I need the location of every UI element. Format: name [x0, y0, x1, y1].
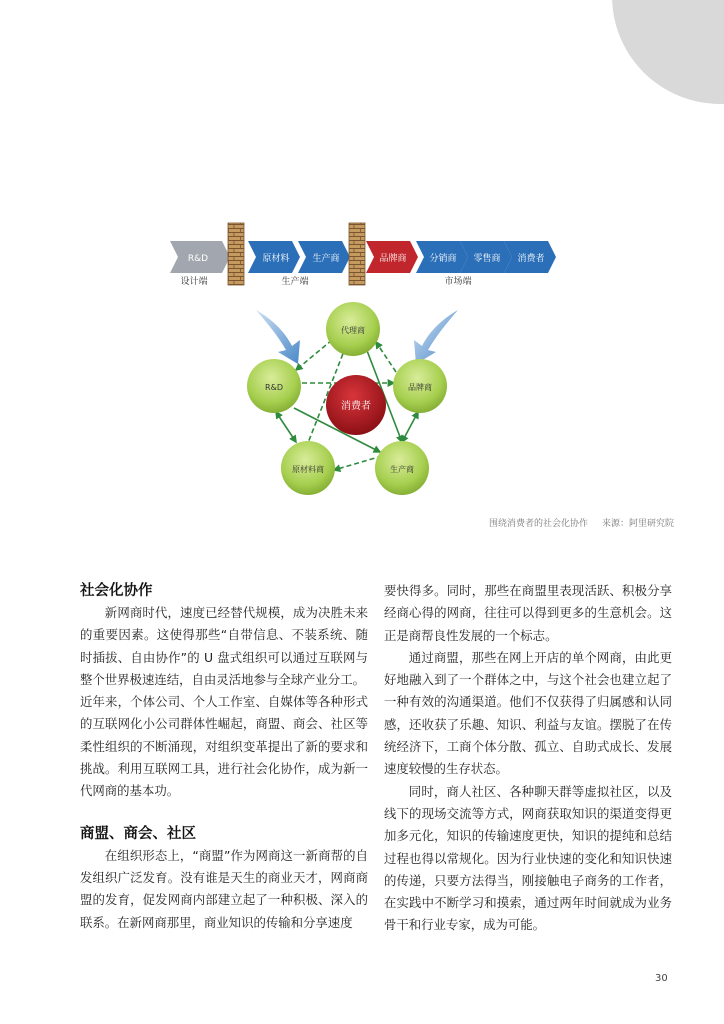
heading-social-collaboration: 社会化协作	[80, 583, 153, 599]
stage-label-distributor: 分销商	[429, 254, 457, 264]
group-label-production: 生产端	[281, 277, 309, 287]
stage-label-material: 原材料	[262, 254, 290, 264]
paragraph: 同时，商人社区、各种聊天群等虚拟社区，以及线下的现场交流等方式，网商获取知识的渠道变得更加多元化，知识的传输速度更快，知识的提纯和总结过程也得以常规化。因为行业快速的变化和知识快速的传递，只要方法得当，刚接触电子商务的工作者，在实践中不断学习和摸索，通过两年时间就成为业务骨干和行业专家，成为可能。	[384, 783, 672, 933]
group-label-market: 市场端	[444, 277, 472, 287]
edge-producer-material	[334, 456, 382, 470]
figure-caption	[420, 516, 674, 529]
node-producer-label: 生产商	[390, 465, 414, 474]
column-left	[80, 580, 368, 934]
paragraph: 在组织形态上，“商盟”作为网商这一新商帮的自发组织广泛发育。没有谁是天生的商业天才，网商商盟的发育，促发网商内部建立起了一种积极、深入的联系。在新网商那里，商业知识的传输和分享速度	[80, 847, 368, 930]
edge-producer-brand	[402, 412, 418, 442]
stage-label-retailer: 零售商	[473, 254, 501, 264]
paragraph: 通过商盟，那些在网上开店的单个网商，由此更好地融入到了一个群体之中，与这个社会也建立起了一种有效的沟通渠道。他们不仅获得了归属感和认同感，还收获了乐趣、知识、利益与友谊。摆脱了在传统经济下，工商个体分散、孤立、自助式成长、发展速度较慢的生存状态。	[384, 649, 672, 777]
column-right	[384, 580, 672, 937]
center-consumer-label: 消费者	[341, 401, 371, 412]
swoosh-arrow-right-icon	[414, 310, 458, 364]
edge-agent-rnd	[296, 340, 332, 370]
page-number: 30	[655, 973, 668, 984]
brick-wall-left	[228, 223, 244, 285]
node-agent-label: 代理商	[341, 326, 365, 335]
group-label-design: 设计端	[180, 277, 208, 287]
stage-label-producer: 生产商	[312, 254, 340, 264]
swoosh-arrow-left-icon	[256, 310, 300, 364]
node-material-label: 原材料商	[292, 465, 324, 474]
paragraph: 近年来，个体公司、个人工作室、自媒体等各种形式的互联网化小公司群体性崛起，商盟、商会、社区等柔性组织的不断涌现，对组织变革提出了新的要求和挑战。利用互联网工具，进行社会化协作，成为新一代网商的基本功。	[80, 694, 368, 799]
stage-label-brand: 品牌商	[379, 254, 407, 264]
heading-league-guild-community: 商盟、商会、社区	[80, 825, 196, 842]
caption-source: 来源：阿里研究院	[601, 519, 674, 529]
paragraph: 新网商时代，速度已经替代规模，成为决胜未来的重要因素。这使得那些“自带信息、不装系统、随时插拔、自由协作”的 U 盘式组织可以通过互联网与整个世界极速连结，自由灵活地参与全球产业分工。	[80, 605, 368, 687]
paragraph: 要快得多。同时，那些在商盟里表现活跃、积极分享经商心得的网商，往往可以得到更多的生意机会。这正是商帮良性发展的一个标志。	[384, 583, 672, 643]
caption-title: 围绕消费者的社会化协作	[488, 519, 588, 529]
edge-brand-agent	[376, 342, 396, 372]
brick-wall-right	[349, 223, 365, 285]
edge-rnd-material	[276, 412, 296, 442]
stage-label-consumer: 消费者	[517, 254, 545, 264]
node-rnd-label: R&D	[265, 383, 283, 392]
node-brand-label: 品牌商	[408, 383, 432, 392]
stage-label-rnd: R&D	[187, 254, 209, 264]
